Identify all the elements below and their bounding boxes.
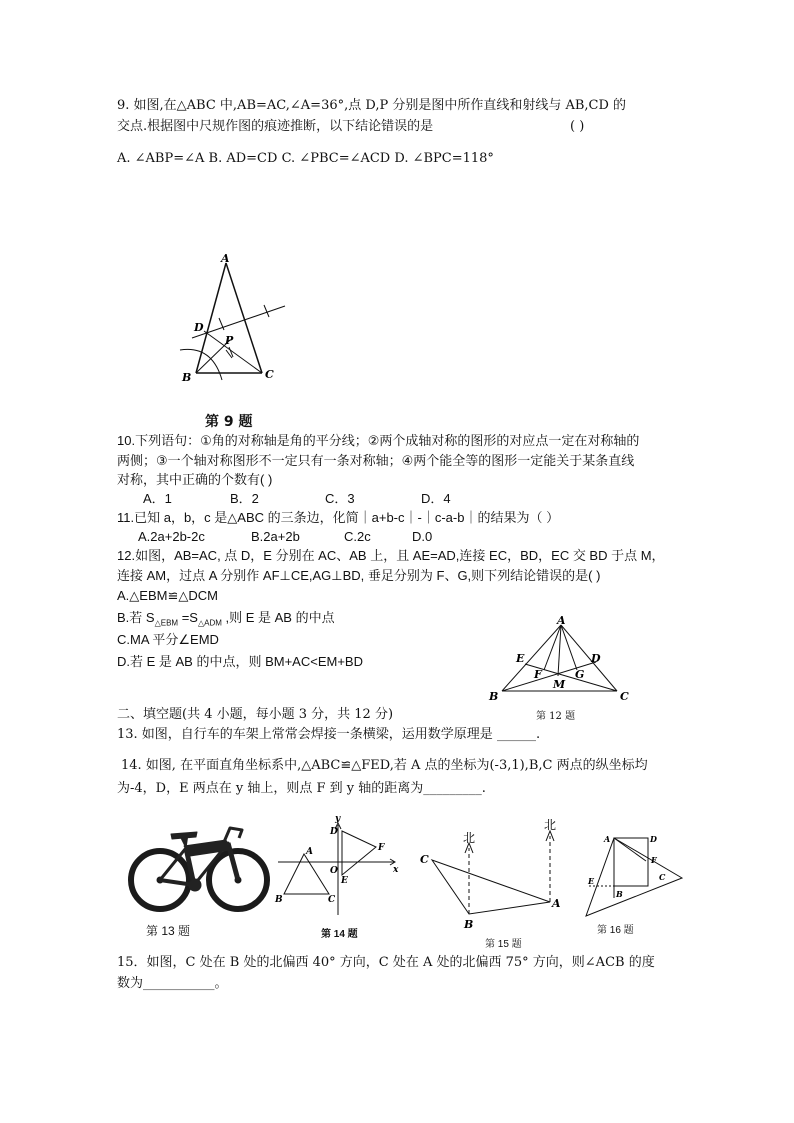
q15-label-C: C bbox=[420, 853, 429, 866]
q9-label-C: C bbox=[265, 368, 274, 381]
q14-line1: 14. 如图, 在平面直角坐标系中,△ABC≌△FED,若 A 点的坐标为(-3,1),B,C 两点的纵坐标均 bbox=[121, 758, 648, 773]
q9-label-D: D bbox=[194, 321, 204, 334]
q12-option-b: B.若 $S_{\triangle EBM} =S_{\triangle ADM}$ ,则 E 是 AB 的中点 bbox=[117, 610, 335, 628]
q15-line2: 数为___________。 bbox=[117, 976, 228, 991]
q12-option-c: C.MA 平分∠EMD bbox=[117, 632, 219, 647]
q9-options: A. ∠ABP=∠A B. AD=CD C. ∠PBC=∠ACD D. ∠BPC=118° bbox=[117, 151, 494, 166]
q12-label-C: C bbox=[620, 690, 629, 703]
q16-label-E: E bbox=[588, 876, 595, 886]
q9-answer-bracket: ( ) bbox=[570, 119, 585, 134]
q14-label-D: D bbox=[330, 827, 338, 837]
q14-label-y: y bbox=[335, 814, 341, 824]
q15-label-A: A bbox=[552, 897, 561, 910]
q14-label-x: x bbox=[393, 865, 399, 875]
q12-option-a: A.△EBM≌△DCM bbox=[117, 588, 218, 603]
q14-label-F: F bbox=[378, 843, 385, 853]
q12-caption: 第 12 题 bbox=[536, 711, 576, 722]
q15-caption: 第 15 题 bbox=[485, 939, 522, 950]
q12-label-D: D bbox=[591, 652, 601, 665]
q14-label-A: A bbox=[306, 847, 313, 857]
q9-label-B: B bbox=[182, 371, 192, 384]
q11-option-b: B.2a+2b bbox=[251, 529, 300, 544]
q13-line1: 13. 如图，自行车的车架上常常会焊接一条横梁，运用数学原理是 ______. bbox=[117, 727, 541, 742]
q15-label-B: B bbox=[464, 918, 474, 931]
q16-label-C: C bbox=[659, 872, 666, 882]
q12-label-M: M bbox=[553, 678, 566, 691]
q15-line1: 15．如图，C 处在 B 处的北偏西 40° 方向，C 处在 A 处的北偏西 75° 方向，则∠ACB 的度 bbox=[117, 955, 655, 970]
q9-label-P: P bbox=[225, 334, 234, 347]
q10-option-b: B．2 bbox=[230, 491, 259, 506]
q9-label-A: A bbox=[221, 252, 230, 265]
q10-line3: 对称，其中正确的个数有( ) bbox=[117, 472, 273, 487]
q15-north-1: 北 bbox=[463, 831, 476, 845]
section-2-heading: 二、填空题(共 4 小题，每小题 3 分，共 12 分) bbox=[117, 707, 394, 722]
q11-line1: 11.已知 a，b，c 是△ABC 的三条边，化简｜a+b-c｜-｜c-a-b｜的结果为（ ） bbox=[117, 510, 560, 525]
q10-line2: 两侧；③一个轴对称图形不一定只有一条对称轴；④两个能全等的图形一定能关于某条直线 bbox=[117, 453, 635, 468]
q12-label-B: B bbox=[489, 690, 499, 703]
q14-label-B: B bbox=[275, 895, 283, 905]
q14-label-C: C bbox=[328, 895, 336, 905]
q12-line1: 12.如图，AB=AC, 点 D，E 分别在 AC、AB 上，且 AE=AD,连接 EC，BD，EC 交 BD 于点 M， bbox=[117, 548, 665, 563]
q12-option-d: D.若 E 是 AB 的中点，则 BM+AC<EM+BD bbox=[117, 654, 363, 669]
q14-caption: 第 14 题 bbox=[321, 929, 358, 940]
q16-label-D: D bbox=[650, 834, 657, 844]
q11-option-a: A.2a+2b-2c bbox=[138, 529, 205, 544]
q16-label-F: F bbox=[651, 855, 657, 865]
q16-caption: 第 16 题 bbox=[597, 925, 634, 936]
q12-label-F: F bbox=[534, 668, 542, 681]
q10-option-c: C．3 bbox=[325, 491, 355, 506]
q15-north-2: 北 bbox=[544, 818, 557, 832]
q10-line1: 10.下列语句：①角的对称轴是角的平分线；②两个成轴对称的图形的对应点一定在对称轴的 bbox=[117, 433, 640, 448]
q9-caption: 第 9 题 bbox=[205, 414, 253, 430]
q12-label-G: G bbox=[575, 668, 585, 681]
q10-option-d: D．4 bbox=[421, 491, 451, 506]
q9-line2: 交点.根据图中尺规作图的痕迹推断，以下结论错误的是 bbox=[117, 119, 434, 134]
q14-line2: 为-4，D，E 两点在 y 轴上，则点 F 到 y 轴的距离为_________. bbox=[117, 781, 486, 796]
q9-line1: 9. 如图,在△ABC 中,AB=AC,∠A=36°,点 D,P 分别是图中所作直线和射线与 AB,CD 的 bbox=[117, 98, 627, 113]
q16-label-B: B bbox=[616, 889, 623, 899]
q14-label-O: O bbox=[330, 866, 338, 876]
q12-label-E: E bbox=[516, 652, 525, 665]
q14-label-E: E bbox=[341, 876, 348, 886]
q11-option-c: C.2c bbox=[344, 529, 371, 544]
q11-option-d: D.0 bbox=[412, 529, 433, 544]
q16-label-A: A bbox=[604, 834, 611, 844]
q13-caption: 第 13 题 bbox=[146, 924, 191, 938]
q12-label-A: A bbox=[557, 614, 566, 627]
q10-option-a: A．1 bbox=[143, 491, 172, 506]
q12-line2: 连接 AM，过点 A 分别作 AF⊥CE,AG⊥BD, 垂足分别为 F、G,则下列结论错误的是( ) bbox=[117, 568, 601, 583]
